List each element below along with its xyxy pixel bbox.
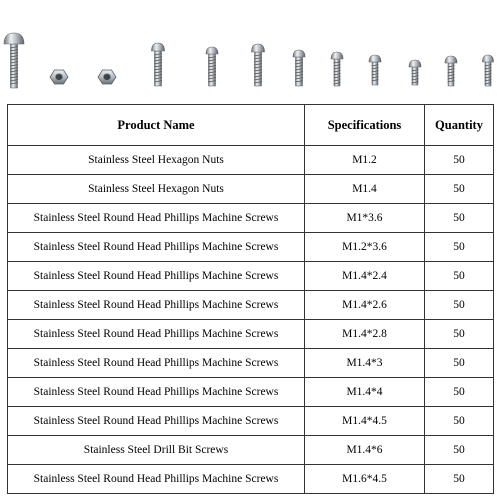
table-header-row <box>8 105 494 146</box>
product-name-cell: Stainless Steel Round Head Phillips Machine Screws <box>8 204 305 233</box>
quantity-cell: 50 <box>425 175 494 204</box>
quantity-cell: 50 <box>425 291 494 320</box>
product-name-cell: Stainless Steel Round Head Phillips Machine Screws <box>8 320 305 349</box>
round-head-screw-icon <box>409 60 421 85</box>
table-row <box>8 262 494 291</box>
quantity-cell: 50 <box>425 204 494 233</box>
product-name-cell: Stainless Steel Round Head Phillips Machine Screws <box>8 291 305 320</box>
table-row <box>8 291 494 320</box>
spec-cell: M1.4*2.4 <box>305 262 425 291</box>
quantity-cell: 50 <box>425 465 494 494</box>
quantity-cell: 50 <box>425 233 494 262</box>
spec-cell: M1.4*4 <box>305 378 425 407</box>
spec-cell: M1*3.6 <box>305 204 425 233</box>
quantity-cell: 50 <box>425 378 494 407</box>
round-head-screw-icon <box>206 47 218 86</box>
spec-cell: M1.4*3 <box>305 349 425 378</box>
spec-cell: M1.4 <box>305 175 425 204</box>
header-quantity: Quantity <box>425 105 494 146</box>
product-name-cell: Stainless Steel Drill Bit Screws <box>8 436 305 465</box>
table-row <box>8 146 494 175</box>
table-row <box>8 436 494 465</box>
table-row <box>8 349 494 378</box>
product-name-cell: Stainless Steel Hexagon Nuts <box>8 146 305 175</box>
product-name-cell: Stainless Steel Round Head Phillips Machine Screws <box>8 407 305 436</box>
quantity-cell: 50 <box>425 407 494 436</box>
spec-cell: M1.4*2.8 <box>305 320 425 349</box>
table-row <box>8 233 494 262</box>
hardware-image-strip <box>0 0 500 100</box>
product-name-cell: Stainless Steel Round Head Phillips Machine Screws <box>8 378 305 407</box>
product-table <box>7 104 494 494</box>
round-head-screw-icon <box>369 55 381 85</box>
round-head-screw-icon <box>445 56 457 86</box>
quantity-cell: 50 <box>425 320 494 349</box>
table-row <box>8 175 494 204</box>
quantity-cell: 50 <box>425 146 494 175</box>
quantity-cell: 50 <box>425 436 494 465</box>
round-head-screw-icon <box>331 52 343 86</box>
table-row <box>8 465 494 494</box>
spec-cell: M1.4*6 <box>305 436 425 465</box>
quantity-cell: 50 <box>425 262 494 291</box>
spec-cell: M1.2*3.6 <box>305 233 425 262</box>
product-name-cell: Stainless Steel Round Head Phillips Machine Screws <box>8 349 305 378</box>
round-head-screw-icon <box>252 44 265 86</box>
header-product-name: Product Name <box>8 105 305 146</box>
hex-nut-icon <box>98 70 116 84</box>
round-head-screw-icon <box>152 43 165 86</box>
table-row <box>8 204 494 233</box>
spec-cell: M1.2 <box>305 146 425 175</box>
spec-cell: M1.4*4.5 <box>305 407 425 436</box>
table-row <box>8 378 494 407</box>
large-round-head-screw-icon <box>4 33 24 88</box>
header-specifications: Specifications <box>305 105 425 146</box>
product-name-cell: Stainless Steel Round Head Phillips Machine Screws <box>8 262 305 291</box>
quantity-cell: 50 <box>425 349 494 378</box>
table-row <box>8 407 494 436</box>
table-row <box>8 320 494 349</box>
spec-cell: M1.6*4.5 <box>305 465 425 494</box>
spec-cell: M1.4*2.6 <box>305 291 425 320</box>
hex-nut-icon <box>50 70 68 84</box>
round-head-screw-icon <box>293 50 305 86</box>
product-name-cell: Stainless Steel Hexagon Nuts <box>8 175 305 204</box>
round-head-screw-icon <box>483 55 494 86</box>
product-name-cell: Stainless Steel Round Head Phillips Machine Screws <box>8 465 305 494</box>
product-name-cell: Stainless Steel Round Head Phillips Machine Screws <box>8 233 305 262</box>
